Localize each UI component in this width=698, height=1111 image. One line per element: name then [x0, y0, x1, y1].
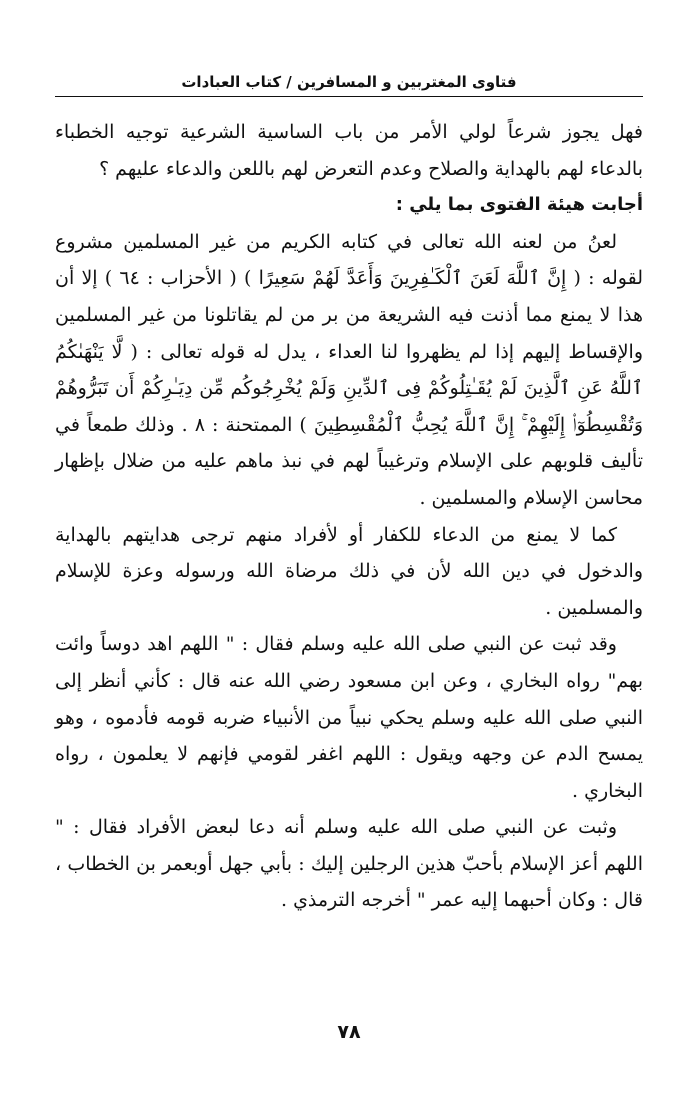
answer-paragraph-4: وثبت عن النبي صلى الله عليه وسلم أنه دعا لبعض الأفراد فقال : " اللهم أعز الإسلام بأحبّ هذين الرجلين إليك : بأبي جهل أوبعمر بن الخطاب ، قال : وكان أحبهما إليه عمر " أخرجه الترمذي . [55, 816, 643, 912]
question-paragraph: فهل يجوز شرعاً لولي الأمر من باب الساسية الشرعية توجيه الخطباء بالدعاء لهم بالهداية والصلاح وعدم التعرض لهم باللعن والدعاء عليهم ؟ [55, 121, 643, 180]
running-header-title: فتاوى المغتربين و المسافرين / كتاب العبادات [181, 73, 517, 91]
answer-paragraph-2: كما لا يمنع من الدعاء للكفار أو لأفراد منهم ترجى هدايتهم بالهداية والدخول في دين الله لأن في ذلك مرضاة الله ورسوله وعزة للإسلام والمسلمين . [55, 523, 643, 619]
page-number: ٧٨ [337, 1021, 361, 1043]
answer-heading: أجابت هيئة الفتوى بما يلي : [395, 194, 643, 216]
answer-paragraph-3: وقد ثبت عن النبي صلى الله عليه وسلم فقال : " اللهم اهد دوساً وائت بهم" رواه البخاري ، وعن ابن مسعود رضي الله عنه قال : كأني أنظر إلى النبي صلى الله عليه وسلم يحكي نبياً من الأنبياء ضربه قومه فأدموه ، وهو يمسح الدم عن وجهه ويقول : اللهم اغفر لقومي فإنهم لا يعلمون ، رواه البخاري . [55, 633, 643, 802]
page-body [55, 114, 643, 919]
answer-paragraph-1: لعنُ من لعنه الله تعالى في كتابه الكريم من غير المسلمين مشروع لقوله : ( إِنَّ ٱللَّهَ لَعَنَ ٱلْكَـٰفِرِينَ وَأَعَدَّ لَهُمْ سَعِيرًا ) ( الأحزاب : ٦٤ ) إلا أن هذا لا يمنع مما أذنت فيه الشريعة من بر من لم يقاتلونا من غير المسلمين والإقساط إليهم إذا لم يظهروا لنا العداء ، يدل له قوله تعالى : ( لَّا يَنْهَىٰكُمُ ٱللَّهُ عَنِ ٱلَّذِينَ لَمْ يُقَـٰتِلُوكُمْ فِى ٱلدِّينِ وَلَمْ يُخْرِجُوكُم مِّن دِيَـٰرِكُمْ أَن تَبَرُّوهُمْ وَتُقْسِطُوٓا۟ إِلَيْهِمْ ۚ إِنَّ ٱللَّهَ يُحِبُّ ٱلْمُقْسِطِينَ ) الممتحنة : ٨ . وذلك طمعاً في تأليف قلوبهم على الإسلام وترغيباً لهم في نبذ ماهم عليه من ضلال بإظهار محاسن الإسلام والمسلمين . [55, 230, 643, 509]
header-divider [55, 96, 643, 97]
